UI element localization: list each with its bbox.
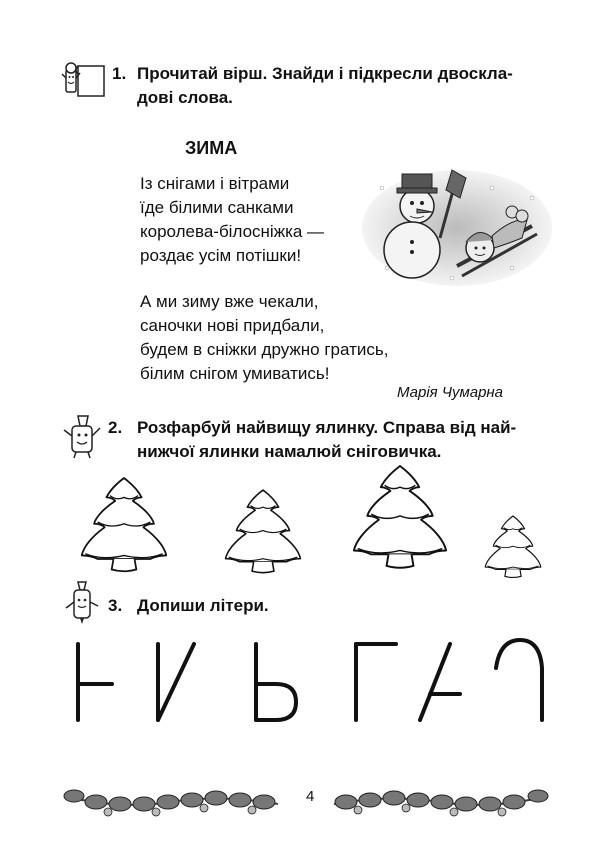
- letter-fragment[interactable]: [496, 640, 542, 720]
- task-3-text: Допиши літери.: [137, 596, 269, 615]
- letter-fragment[interactable]: [420, 644, 460, 720]
- task-1-text-line2: дові слова.: [137, 88, 233, 107]
- poem-line: Із снігами і вітрами: [140, 174, 290, 193]
- garland-decoration-left: [60, 776, 282, 826]
- poem-title: ЗИМА: [185, 138, 238, 158]
- poem-line: саночки нові придбали,: [140, 316, 325, 335]
- poem-line: роздає усім потішки!: [140, 246, 302, 265]
- poem-line: королева-білосніжка —: [140, 222, 325, 241]
- poem-line: їде білими санками: [140, 198, 294, 217]
- poem-line: білим снігом умиватись!: [140, 364, 330, 383]
- poem-line: А ми зиму вже чекали,: [140, 292, 319, 311]
- task-2-number: 2.: [108, 418, 123, 437]
- poem-author: Марія Чумарна: [397, 384, 504, 401]
- poem-line: будем в сніжки дружно гратись,: [140, 340, 389, 359]
- task-1-number: 1.: [112, 64, 127, 83]
- garland-decoration-right: [330, 776, 552, 826]
- letter-fragment[interactable]: [256, 644, 296, 720]
- task-3-number: 3.: [108, 596, 123, 615]
- task-2-text-line2: нижчої ялинки намалюй сніговичка.: [137, 442, 442, 461]
- page-number: 4: [306, 788, 315, 805]
- task-1-text-line1: Прочитай вірш. Знайди і підкресли двоскла-: [137, 64, 513, 83]
- letter-fragment[interactable]: [158, 644, 194, 720]
- letter-fragment[interactable]: [78, 644, 112, 720]
- task-2-text-line1: Розфарбуй найвищу ялинку. Справа від най-: [137, 418, 517, 437]
- letter-fragment[interactable]: [356, 644, 396, 720]
